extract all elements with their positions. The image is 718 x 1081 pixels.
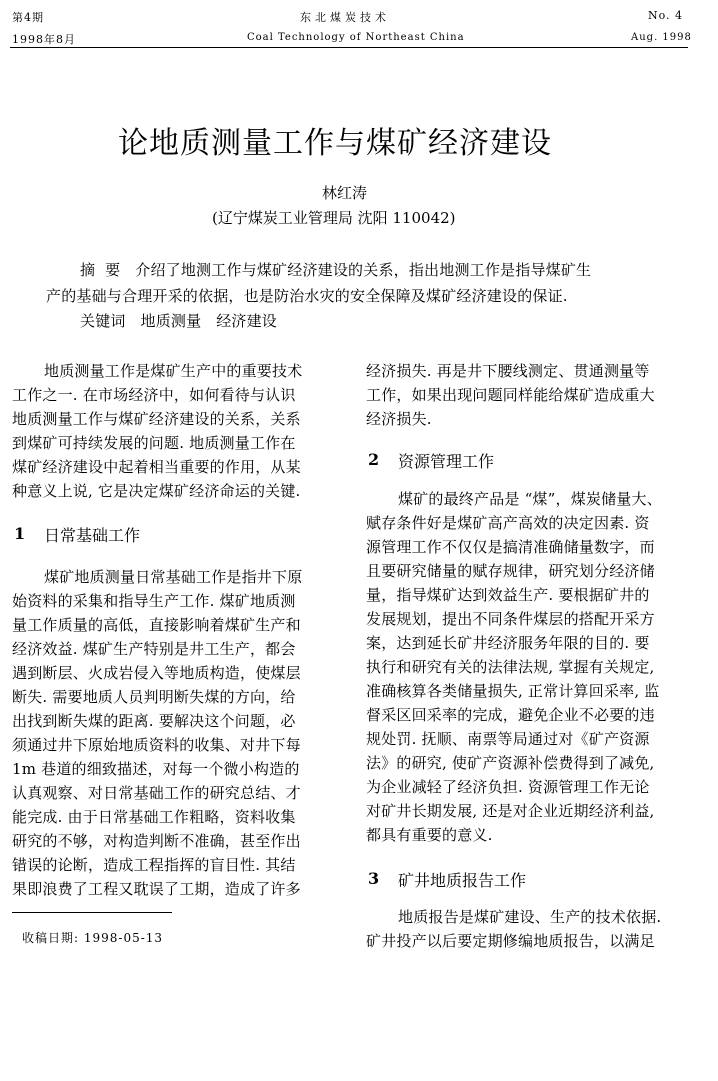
abstract-line: 产的基础与合理开采的依据，也是防治水灾的安全保障及煤矿经济建设的保证. [46,287,568,305]
paragraph-line: 赋存条件好是煤矿高产高效的决定因素. 资 [366,514,650,532]
journal-name-en: Coal Technology of Northeast China [247,32,465,43]
paragraph-line: 法》的研究, 使矿产资源补偿费得到了减免, [366,754,655,772]
paragraph-line: 始资料的采集和指导生产工作. 煤矿地质测 [12,592,296,610]
paragraph-line: 发展规划，提出不同条件煤层的搭配开采方 [366,610,655,628]
section-heading: 矿井地质报告工作 [398,871,527,890]
section-heading: 资源管理工作 [398,452,495,471]
page-title: 论地质测量工作与煤矿经济建设 [118,126,552,161]
paragraph-line: 工作，如果出现问题同样能给煤矿造成重大 [366,386,655,404]
paragraph-line: 量，指导煤矿达到效益生产. 要根据矿井的 [366,586,650,604]
paragraph-line: 研究的不够，对构造判断不准确，甚至作出 [12,832,301,850]
paragraph-line: 案，达到延长矿井经济服务年限的目的. 要 [366,634,650,652]
paragraph-line: 都具有重要的意义. [366,826,493,844]
paragraph-line: 规处罚. 抚顺、南票等局通过对《矿产资源 [366,730,650,748]
keywords: 关键词 地质测量 经济建设 [80,312,278,330]
paragraph-line: 地质测量工作是煤矿生产中的重要技术 [44,362,303,380]
paragraph-line: 且要研究储量的赋存规律，研究划分经济储 [366,562,655,580]
paragraph-line: 断失. 需要地质人员判明断失煤的方向，给 [12,688,296,706]
date-en: Aug. 1998 [631,32,692,43]
paragraph-line: 矿井投产以后要定期修编地质报告，以满足 [366,932,655,950]
paragraph-line: 须通过井下原始地质资料的收集、对井下每 [12,736,301,754]
issue-label: 第4期 [12,11,44,24]
paragraph-line: 果即浪费了工程又耽误了工期，造成了许多 [12,880,301,898]
section-number: 2 [368,450,380,469]
footnote-rule [12,912,172,913]
received-date: 收稿日期: 1998-05-13 [22,931,164,945]
paragraph-line: 准确核算各类储量损失, 正常计算回采率, 监 [366,682,660,700]
paragraph-line: 煤矿的最终产品是 “煤”，煤炭储量大、 [398,490,662,508]
issue-number: No. 4 [648,9,684,22]
author: 林红涛 [322,184,368,202]
paragraph-line: 煤矿经济建设中起着相当重要的作用，从某 [12,458,301,476]
paragraph-line: 为企业减轻了经济负担. 资源管理工作无论 [366,778,650,796]
paragraph-line: 煤矿地质测量日常基础工作是指井下原 [44,568,303,586]
paragraph-line: 到煤矿可持续发展的问题. 地质测量工作在 [12,434,296,452]
paragraph-line: 认真观察、对日常基础工作的研究总结、才 [12,784,301,802]
header-rule [10,47,688,48]
paragraph-line: 地质报告是煤矿建设、生产的技术依据. [398,908,662,926]
journal-name-cn: 东北煤炭技术 [300,11,390,24]
paragraph-line: 执行和研究有关的法律法规, 掌握有关规定, [366,658,655,676]
paragraph-line: 经济损失. 再是井下腰线测定、贯通测量等 [366,362,650,380]
paragraph-line: 经济效益. 煤矿生产特别是井工生产，都会 [12,640,296,658]
section-number: 1 [14,524,26,543]
affiliation: (辽宁煤炭工业管理局 沈阳 110042) [212,209,456,227]
section-number: 3 [368,869,380,888]
paragraph-line: 源管理工作不仅仅是搞清准确储量数字，而 [366,538,655,556]
paragraph-line: 遇到断层、火成岩侵入等地质构造，使煤层 [12,664,301,682]
abstract-line: 摘 要 介绍了地测工作与煤矿经济建设的关系，指出地测工作是指导煤矿生 [80,261,592,279]
paragraph-line: 种意义上说, 它是决定煤矿经济命运的关键. [12,482,301,500]
paragraph-line: 工作之一. 在市场经济中，如何看待与认识 [12,386,296,404]
paragraph-line: 督采区回采率的完成，避免企业不必要的违 [366,706,655,724]
paragraph-line: 经济损失. [366,410,432,428]
paragraph-line: 地质测量工作与煤矿经济建设的关系，关系 [12,410,301,428]
paragraph-line: 1m 巷道的细致描述，对每一个微小构造的 [12,760,300,778]
paragraph-line: 错误的论断，造成工程指挥的盲目性. 其结 [12,856,296,874]
paragraph-line: 能完成. 由于日常基础工作粗略，资料收集 [12,808,296,826]
date-cn: 1998年8月 [12,33,76,46]
section-heading: 日常基础工作 [44,526,141,545]
paragraph-line: 量工作质量的高低，直接影响着煤矿生产和 [12,616,301,634]
paragraph-line: 对矿井长期发展, 还是对企业近期经济利益, [366,802,655,820]
paragraph-line: 出找到断失煤的距离. 要解决这个问题，必 [12,712,296,730]
